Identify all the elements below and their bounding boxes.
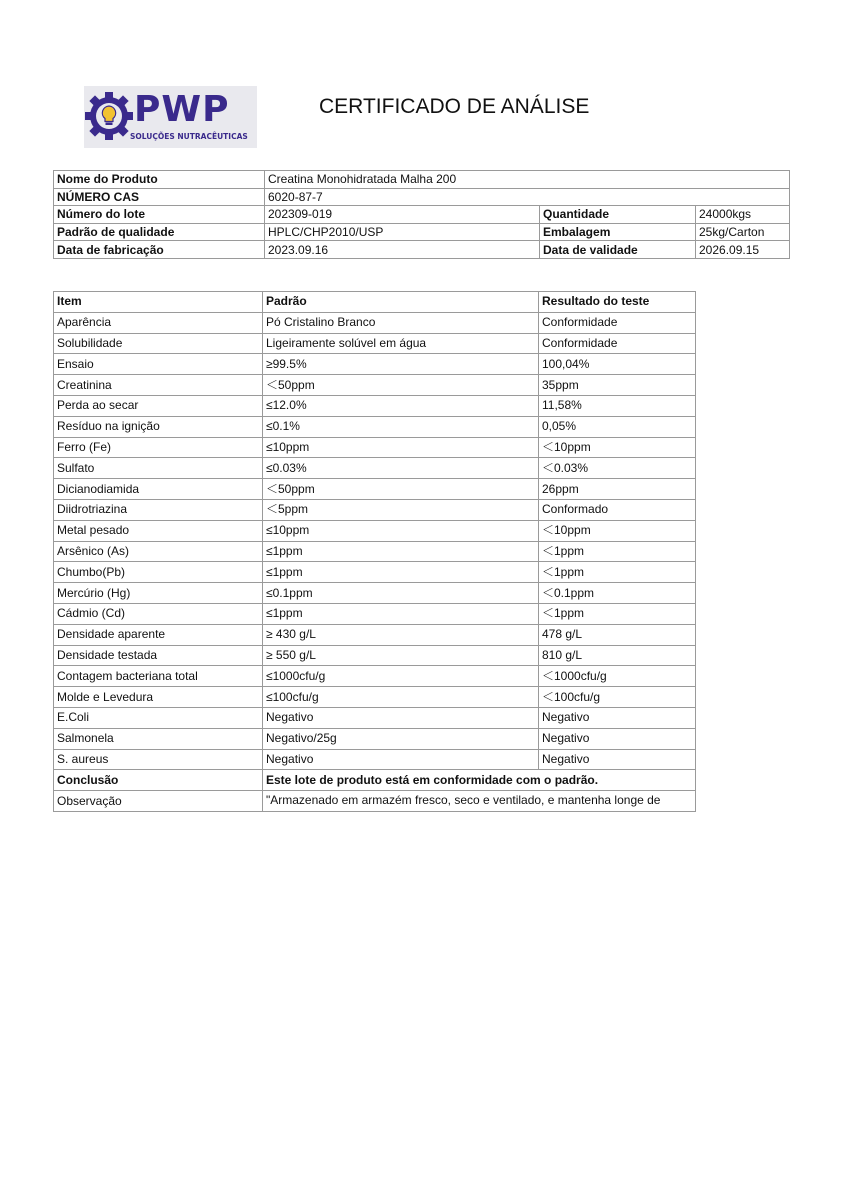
company-logo (84, 86, 257, 148)
table-row (54, 583, 696, 604)
table-row (54, 666, 696, 687)
result-cell: Negativo (539, 707, 696, 728)
result-cell: ＜10ppm (539, 520, 696, 541)
table-row (54, 333, 696, 354)
cas-value: 6020-87-7 (265, 188, 790, 206)
standard-cell: ≤1ppm (263, 603, 539, 624)
table-row (54, 354, 696, 375)
item-cell: Dicianodiamida (54, 479, 263, 500)
item-cell: Aparência (54, 312, 263, 333)
standard-cell: ＜5ppm (263, 499, 539, 520)
result-cell: ＜1ppm (539, 603, 696, 624)
quantity-label: Quantidade (540, 206, 696, 224)
observation-value: "Armazenado em armazém fresco, seco e ventilado, e mantenha longe de (266, 793, 661, 808)
quality-value: HPLC/CHP2010/USP (265, 223, 540, 241)
result-cell: ＜10ppm (539, 437, 696, 458)
result-cell: 35ppm (539, 375, 696, 396)
table-row (54, 437, 696, 458)
quality-label: Padrão de qualidade (54, 223, 265, 241)
item-cell: Diidrotriazina (54, 499, 263, 520)
item-cell: Arsênico (As) (54, 541, 263, 562)
item-cell: Sulfato (54, 458, 263, 479)
result-cell: 26ppm (539, 479, 696, 500)
standard-cell: Negativo/25g (263, 728, 539, 749)
table-row (54, 520, 696, 541)
table-header-row (54, 292, 696, 313)
standard-cell: Negativo (263, 749, 539, 770)
observation-row (54, 791, 696, 812)
table-row (54, 171, 790, 189)
item-cell: E.Coli (54, 707, 263, 728)
observation-label: Observação (54, 791, 263, 812)
expiry-date-value: 2026.09.15 (696, 241, 790, 259)
standard-cell: Pó Cristalino Branco (263, 312, 539, 333)
standard-cell: ≤10ppm (263, 437, 539, 458)
expiry-date-label: Data de validade (540, 241, 696, 259)
quantity-value: 24000kgs (696, 206, 790, 224)
standard-cell: ≤1000cfu/g (263, 666, 539, 687)
standard-cell: ≥99.5% (263, 354, 539, 375)
item-cell: Metal pesado (54, 520, 263, 541)
result-cell: ＜0.03% (539, 458, 696, 479)
packaging-value: 25kg/Carton (696, 223, 790, 241)
table-row (54, 728, 696, 749)
header-item: Item (54, 292, 263, 313)
logo-subtitle: SOLUÇÕES NUTRACÊUTICAS (130, 132, 248, 141)
table-row (54, 562, 696, 583)
standard-cell: ≥ 550 g/L (263, 645, 539, 666)
item-cell: Densidade testada (54, 645, 263, 666)
table-row (54, 312, 696, 333)
item-cell: Creatinina (54, 375, 263, 396)
table-row (54, 687, 696, 708)
item-cell: S. aureus (54, 749, 263, 770)
conclusion-label: Conclusão (54, 770, 263, 791)
result-cell: 478 g/L (539, 624, 696, 645)
standard-cell: ≤0.1ppm (263, 583, 539, 604)
product-info-table (53, 170, 790, 259)
item-cell: Ferro (Fe) (54, 437, 263, 458)
standard-cell: ≤1ppm (263, 541, 539, 562)
result-cell: 0,05% (539, 416, 696, 437)
result-cell: ＜1000cfu/g (539, 666, 696, 687)
table-row (54, 395, 696, 416)
analysis-rows (54, 312, 696, 770)
standard-cell: ≥ 430 g/L (263, 624, 539, 645)
table-row (54, 645, 696, 666)
item-cell: Resíduo na ignição (54, 416, 263, 437)
item-cell: Perda ao secar (54, 395, 263, 416)
standard-cell: ＜50ppm (263, 479, 539, 500)
table-row (54, 188, 790, 206)
standard-cell: Ligeiramente solúvel em água (263, 333, 539, 354)
result-cell: Conformidade (539, 333, 696, 354)
cas-label: NÚMERO CAS (54, 188, 265, 206)
item-cell: Ensaio (54, 354, 263, 375)
packaging-label: Embalagem (540, 223, 696, 241)
product-name-value: Creatina Monohidratada Malha 200 (265, 171, 790, 189)
logo-text: PWP (134, 89, 230, 130)
result-cell: Negativo (539, 749, 696, 770)
header-standard: Padrão (263, 292, 539, 313)
standard-cell: Negativo (263, 707, 539, 728)
result-cell: ＜1ppm (539, 562, 696, 583)
table-row (54, 624, 696, 645)
table-row (54, 749, 696, 770)
standard-cell: ＜50ppm (263, 375, 539, 396)
product-name-label: Nome do Produto (54, 171, 265, 189)
manufacture-date-value: 2023.09.16 (265, 241, 540, 259)
conclusion-row (54, 770, 696, 791)
standard-cell: ≤1ppm (263, 562, 539, 583)
result-cell: 11,58% (539, 395, 696, 416)
lot-label: Número do lote (54, 206, 265, 224)
result-cell: 810 g/L (539, 645, 696, 666)
standard-cell: ≤100cfu/g (263, 687, 539, 708)
manufacture-date-label: Data de fabricação (54, 241, 265, 259)
item-cell: Solubilidade (54, 333, 263, 354)
table-row (54, 479, 696, 500)
item-cell: Contagem bacteriana total (54, 666, 263, 687)
standard-cell: ≤10ppm (263, 520, 539, 541)
result-cell: ＜100cfu/g (539, 687, 696, 708)
table-row (54, 603, 696, 624)
item-cell: Cádmio (Cd) (54, 603, 263, 624)
item-cell: Densidade aparente (54, 624, 263, 645)
table-row (54, 223, 790, 241)
result-cell: 100,04% (539, 354, 696, 375)
page-title: CERTIFICADO DE ANÁLISE (319, 95, 590, 118)
observation-cell (263, 791, 696, 812)
gear-lightbulb-icon (84, 86, 136, 148)
table-row (54, 541, 696, 562)
item-cell: Mercúrio (Hg) (54, 583, 263, 604)
standard-cell: ≤12.0% (263, 395, 539, 416)
item-cell: Molde e Levedura (54, 687, 263, 708)
result-cell: ＜1ppm (539, 541, 696, 562)
standard-cell: ≤0.03% (263, 458, 539, 479)
table-row (54, 375, 696, 396)
result-cell: ＜0.1ppm (539, 583, 696, 604)
table-row (54, 241, 790, 259)
result-cell: Conformidade (539, 312, 696, 333)
table-row (54, 206, 790, 224)
result-cell: Conformado (539, 499, 696, 520)
item-cell: Salmonela (54, 728, 263, 749)
conclusion-value: Este lote de produto está em conformidade com o padrão. (263, 770, 696, 791)
table-row (54, 707, 696, 728)
header-result: Resultado do teste (539, 292, 696, 313)
lot-value: 202309-019 (265, 206, 540, 224)
item-cell: Chumbo(Pb) (54, 562, 263, 583)
table-row (54, 458, 696, 479)
table-row (54, 499, 696, 520)
table-row (54, 416, 696, 437)
analysis-table (53, 291, 696, 812)
standard-cell: ≤0.1% (263, 416, 539, 437)
result-cell: Negativo (539, 728, 696, 749)
